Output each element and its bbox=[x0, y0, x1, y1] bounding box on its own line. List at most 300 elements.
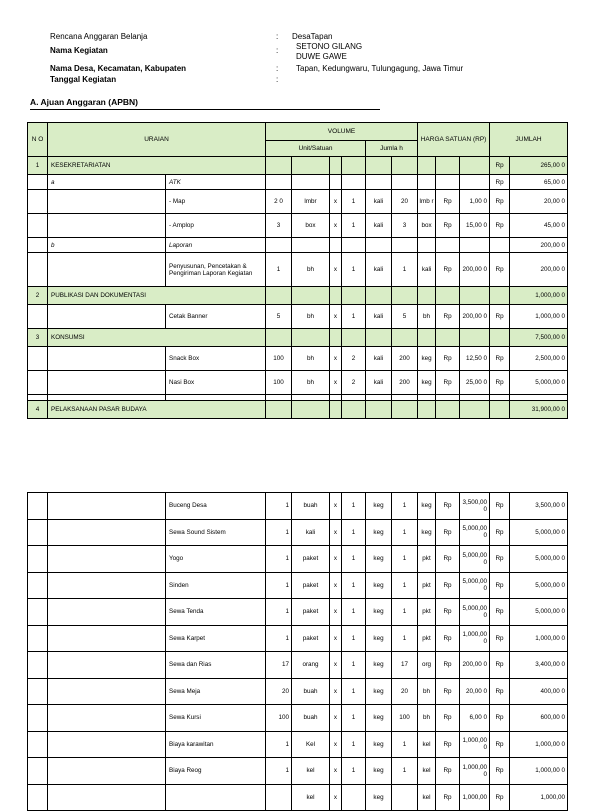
table-row bbox=[28, 347, 568, 371]
item-unit: paket bbox=[292, 546, 330, 573]
empty-cell bbox=[28, 625, 48, 652]
header-label-tanggal: Tanggal Kegiatan bbox=[50, 75, 117, 84]
item-unit2: bh bbox=[418, 705, 436, 732]
empty-cell bbox=[266, 238, 292, 253]
empty-cell bbox=[418, 329, 436, 347]
empty-cell bbox=[28, 758, 48, 785]
currency-label: Rp bbox=[490, 190, 510, 214]
table-row bbox=[28, 519, 568, 546]
item-kali: keg bbox=[366, 599, 392, 626]
empty-cell bbox=[28, 784, 48, 811]
empty-cell bbox=[436, 157, 460, 175]
item-unit2: box bbox=[418, 214, 436, 238]
item-unit2: org bbox=[418, 652, 436, 679]
item-qty: 1 bbox=[266, 758, 292, 785]
table-row bbox=[28, 253, 568, 287]
currency-label: Rp bbox=[490, 347, 510, 371]
item-qty: 1 bbox=[266, 519, 292, 546]
total-value: 1,000,00 0 bbox=[510, 287, 568, 305]
empty-cell bbox=[342, 401, 366, 419]
unit-price: 12,50 0 bbox=[460, 347, 490, 371]
empty-cell bbox=[366, 329, 392, 347]
item-jumlah: 200 bbox=[392, 347, 418, 371]
empty-cell bbox=[460, 401, 490, 419]
currency-label bbox=[490, 238, 510, 253]
item-name: Yogo bbox=[166, 546, 266, 573]
item-name: - Amplop bbox=[166, 214, 266, 238]
item-unit2: kel bbox=[418, 784, 436, 811]
total-value: 5,000,00 0 bbox=[510, 371, 568, 395]
col-header-jumlah-small: Jumla h bbox=[366, 141, 418, 157]
total-value: 1,000,00 0 bbox=[510, 758, 568, 785]
item-unit: paket bbox=[292, 625, 330, 652]
multiply-sign: x bbox=[330, 572, 342, 599]
item-unit: buah bbox=[292, 705, 330, 732]
item-kali: kali bbox=[366, 253, 392, 287]
multiply-sign: x bbox=[330, 678, 342, 705]
table-row bbox=[28, 190, 568, 214]
item-jumlah: 20 bbox=[392, 678, 418, 705]
item-unit2: keg bbox=[418, 347, 436, 371]
currency-label: Rp bbox=[436, 253, 460, 287]
group-row bbox=[28, 329, 568, 347]
currency-label: Rp bbox=[436, 493, 460, 520]
multiply-sign: x bbox=[330, 214, 342, 238]
empty-cell bbox=[28, 599, 48, 626]
empty-cell bbox=[266, 287, 292, 305]
currency-label bbox=[490, 401, 510, 419]
empty-cell bbox=[342, 329, 366, 347]
group-title: KONSUMSI bbox=[48, 329, 266, 347]
empty-cell bbox=[28, 371, 48, 395]
empty-cell bbox=[342, 175, 366, 190]
item-multiplier: 1 bbox=[342, 493, 366, 520]
item-unit2: kel bbox=[418, 758, 436, 785]
item-multiplier: 1 bbox=[342, 625, 366, 652]
total-value: 1,000,00 0 bbox=[510, 625, 568, 652]
empty-cell bbox=[48, 493, 166, 520]
empty-cell bbox=[342, 157, 366, 175]
currency-label: Rp bbox=[490, 214, 510, 238]
item-unit: buah bbox=[292, 493, 330, 520]
item-name: Nasi Box bbox=[166, 371, 266, 395]
group-row bbox=[28, 287, 568, 305]
item-unit: paket bbox=[292, 599, 330, 626]
currency-label: Rp bbox=[490, 731, 510, 758]
currency-label: Rp bbox=[490, 572, 510, 599]
col-header-jumlah: JUMLAH bbox=[490, 123, 568, 157]
empty-cell bbox=[48, 253, 166, 287]
item-multiplier: 1 bbox=[342, 572, 366, 599]
empty-cell bbox=[28, 731, 48, 758]
total-value: 45,00 0 bbox=[510, 214, 568, 238]
item-unit2: kali bbox=[418, 253, 436, 287]
unit-price: 1,000,00 0 bbox=[460, 758, 490, 785]
table-row bbox=[28, 371, 568, 395]
item-jumlah: 3 bbox=[392, 214, 418, 238]
currency-label: Rp bbox=[436, 190, 460, 214]
item-unit2: bh bbox=[418, 678, 436, 705]
group-title: PELAKSANAAN PASAR BUDAYA bbox=[48, 401, 266, 419]
item-jumlah bbox=[392, 784, 418, 811]
empty-cell bbox=[48, 784, 166, 811]
empty-cell bbox=[418, 157, 436, 175]
item-kali: keg bbox=[366, 625, 392, 652]
empty-cell bbox=[292, 287, 330, 305]
unit-price: 200,00 0 bbox=[460, 253, 490, 287]
sub-title: Laporan bbox=[166, 238, 266, 253]
unit-price: 200,00 0 bbox=[460, 652, 490, 679]
unit-price: 1,000,00 0 bbox=[460, 731, 490, 758]
currency-label: Rp bbox=[436, 572, 460, 599]
multiply-sign: x bbox=[330, 190, 342, 214]
section-title: A. Ajuan Anggaran (APBN) bbox=[30, 97, 138, 107]
item-qty: 1 bbox=[266, 625, 292, 652]
multiply-sign: x bbox=[330, 625, 342, 652]
empty-cell bbox=[28, 493, 48, 520]
table-row bbox=[28, 493, 568, 520]
unit-price: 5,000,00 0 bbox=[460, 546, 490, 573]
empty-cell bbox=[28, 705, 48, 732]
row-number: 2 bbox=[28, 287, 48, 305]
multiply-sign: x bbox=[330, 599, 342, 626]
item-name: Sewa Kursi bbox=[166, 705, 266, 732]
item-name: Sewa Karpet bbox=[166, 625, 266, 652]
empty-cell bbox=[28, 572, 48, 599]
empty-cell bbox=[436, 287, 460, 305]
item-multiplier: 1 bbox=[342, 546, 366, 573]
item-jumlah: 1 bbox=[392, 572, 418, 599]
item-qty: 2 0 bbox=[266, 190, 292, 214]
item-name: Snack Box bbox=[166, 347, 266, 371]
item-unit: kel bbox=[292, 784, 330, 811]
item-kali: kali bbox=[366, 214, 392, 238]
total-value: 5,000,00 0 bbox=[510, 519, 568, 546]
total-value: 600,00 0 bbox=[510, 705, 568, 732]
currency-label: Rp bbox=[436, 599, 460, 626]
unit-price: 25,00 0 bbox=[460, 371, 490, 395]
empty-cell bbox=[48, 214, 166, 238]
item-unit: lmbr bbox=[292, 190, 330, 214]
currency-label: Rp bbox=[436, 347, 460, 371]
empty-cell bbox=[330, 175, 342, 190]
currency-label: Rp bbox=[436, 758, 460, 785]
empty-cell bbox=[330, 157, 342, 175]
item-name: - Map bbox=[166, 190, 266, 214]
total-value: 20,00 0 bbox=[510, 190, 568, 214]
item-name: Cetak Banner bbox=[166, 305, 266, 329]
multiply-sign: x bbox=[330, 705, 342, 732]
header-colon: : bbox=[276, 64, 279, 73]
item-multiplier: 1 bbox=[342, 253, 366, 287]
total-value: 2,500,00 0 bbox=[510, 347, 568, 371]
item-jumlah: 17 bbox=[392, 652, 418, 679]
item-kali: kali bbox=[366, 305, 392, 329]
empty-cell bbox=[48, 305, 166, 329]
total-value: 1,000,00 0 bbox=[510, 305, 568, 329]
empty-cell bbox=[28, 190, 48, 214]
table-row bbox=[28, 625, 568, 652]
item-multiplier: 1 bbox=[342, 652, 366, 679]
item-unit: bh bbox=[292, 347, 330, 371]
multiply-sign: x bbox=[330, 731, 342, 758]
item-jumlah: 1 bbox=[392, 253, 418, 287]
empty-cell bbox=[28, 652, 48, 679]
item-unit: buah bbox=[292, 678, 330, 705]
col-header-harga: HARGA SATUAN (RP) bbox=[418, 123, 490, 157]
item-jumlah: 5 bbox=[392, 305, 418, 329]
multiply-sign: x bbox=[330, 253, 342, 287]
subgroup-row bbox=[28, 238, 568, 253]
currency-label: Rp bbox=[490, 253, 510, 287]
currency-label: Rp bbox=[490, 546, 510, 573]
item-unit2: lmb r bbox=[418, 190, 436, 214]
item-kali: keg bbox=[366, 493, 392, 520]
item-jumlah: 1 bbox=[392, 493, 418, 520]
empty-cell bbox=[28, 546, 48, 573]
empty-cell bbox=[266, 401, 292, 419]
empty-cell bbox=[48, 678, 166, 705]
item-jumlah: 200 bbox=[392, 371, 418, 395]
currency-label: Rp bbox=[436, 625, 460, 652]
table-row bbox=[28, 546, 568, 573]
empty-cell bbox=[28, 519, 48, 546]
currency-label: Rp bbox=[490, 678, 510, 705]
total-value: 1,000,00 0 bbox=[510, 731, 568, 758]
unit-price: 1,00 0 bbox=[460, 190, 490, 214]
item-jumlah: 1 bbox=[392, 519, 418, 546]
item-multiplier: 1 bbox=[342, 519, 366, 546]
item-jumlah: 1 bbox=[392, 758, 418, 785]
empty-cell bbox=[460, 238, 490, 253]
item-multiplier: 1 bbox=[342, 731, 366, 758]
total-value: 31,900,00 0 bbox=[510, 401, 568, 419]
item-name: Sinden bbox=[166, 572, 266, 599]
col-header-volume: VOLUME bbox=[266, 123, 418, 141]
multiply-sign: x bbox=[330, 784, 342, 811]
item-qty: 1 bbox=[266, 546, 292, 573]
empty-cell bbox=[392, 329, 418, 347]
item-kali: keg bbox=[366, 652, 392, 679]
empty-cell bbox=[392, 175, 418, 190]
empty-cell bbox=[392, 401, 418, 419]
empty-cell bbox=[392, 157, 418, 175]
currency-label: Rp bbox=[490, 758, 510, 785]
item-unit2: keg bbox=[418, 493, 436, 520]
item-qty: 100 bbox=[266, 705, 292, 732]
empty-cell bbox=[48, 731, 166, 758]
currency-label: Rp bbox=[490, 157, 510, 175]
subgroup-row bbox=[28, 175, 568, 190]
item-unit: bh bbox=[292, 371, 330, 395]
currency-label: Rp bbox=[490, 493, 510, 520]
total-value: 65,00 0 bbox=[510, 175, 568, 190]
item-unit2: bh bbox=[418, 305, 436, 329]
item-unit2: pkt bbox=[418, 572, 436, 599]
item-unit: kali bbox=[292, 519, 330, 546]
empty-cell bbox=[28, 214, 48, 238]
currency-label: Rp bbox=[436, 371, 460, 395]
header-value-kegiatan: SETONO GILANG DUWE GAWE bbox=[296, 42, 363, 61]
item-jumlah: 1 bbox=[392, 731, 418, 758]
total-value: 5,000,00 0 bbox=[510, 546, 568, 573]
empty-cell bbox=[330, 329, 342, 347]
empty-cell bbox=[292, 401, 330, 419]
empty-cell bbox=[392, 238, 418, 253]
total-value: 3,400,00 0 bbox=[510, 652, 568, 679]
header-label-kegiatan: Nama Kegiatan bbox=[50, 46, 108, 55]
table-row bbox=[28, 705, 568, 732]
currency-label: Rp bbox=[436, 546, 460, 573]
empty-cell bbox=[292, 329, 330, 347]
empty-cell bbox=[48, 546, 166, 573]
item-qty: 20 bbox=[266, 678, 292, 705]
unit-price: 15,00 0 bbox=[460, 214, 490, 238]
item-qty bbox=[266, 784, 292, 811]
item-jumlah: 1 bbox=[392, 599, 418, 626]
table-row bbox=[28, 784, 568, 811]
multiply-sign: x bbox=[330, 371, 342, 395]
empty-cell bbox=[392, 287, 418, 305]
empty-cell bbox=[418, 401, 436, 419]
group-title: PUBLIKASI DAN DOKUMENTASI bbox=[48, 287, 266, 305]
item-multiplier: 1 bbox=[342, 305, 366, 329]
empty-cell bbox=[292, 175, 330, 190]
item-name: Buceng Desa bbox=[166, 493, 266, 520]
empty-cell bbox=[48, 599, 166, 626]
empty-cell bbox=[28, 347, 48, 371]
empty-cell bbox=[48, 371, 166, 395]
budget-table-lower bbox=[27, 492, 568, 811]
total-value: 265,00 0 bbox=[510, 157, 568, 175]
item-unit2: pkt bbox=[418, 625, 436, 652]
row-number: 1 bbox=[28, 157, 48, 175]
multiply-sign: x bbox=[330, 519, 342, 546]
unit-price: 1,000,00 0 bbox=[460, 625, 490, 652]
item-multiplier: 1 bbox=[342, 678, 366, 705]
item-multiplier: 1 bbox=[342, 705, 366, 732]
item-unit: bh bbox=[292, 253, 330, 287]
multiply-sign: x bbox=[330, 493, 342, 520]
item-multiplier: 1 bbox=[342, 758, 366, 785]
unit-price: 5,000,00 0 bbox=[460, 519, 490, 546]
empty-cell bbox=[460, 287, 490, 305]
empty-cell bbox=[48, 625, 166, 652]
table-row bbox=[28, 214, 568, 238]
item-name: Sewa dan Rias bbox=[166, 652, 266, 679]
header-label-desa: Nama Desa, Kecamatan, Kabupaten bbox=[50, 64, 187, 73]
table-row bbox=[28, 599, 568, 626]
header-colon: : bbox=[276, 75, 279, 84]
empty-cell bbox=[418, 175, 436, 190]
total-value: 5,000,00 0 bbox=[510, 572, 568, 599]
row-number: 4 bbox=[28, 401, 48, 419]
empty-cell bbox=[28, 253, 48, 287]
empty-cell bbox=[48, 572, 166, 599]
empty-cell bbox=[460, 329, 490, 347]
empty-cell bbox=[48, 652, 166, 679]
sub-letter: a bbox=[48, 175, 166, 190]
item-multiplier: 1 bbox=[342, 214, 366, 238]
empty-cell bbox=[436, 175, 460, 190]
item-qty: 1 bbox=[266, 253, 292, 287]
item-unit2: kel bbox=[418, 731, 436, 758]
item-unit2: keg bbox=[418, 371, 436, 395]
empty-cell bbox=[366, 238, 392, 253]
item-unit: Kel bbox=[292, 731, 330, 758]
multiply-sign: x bbox=[330, 652, 342, 679]
header-colon: : bbox=[276, 46, 279, 55]
item-qty: 1 bbox=[266, 493, 292, 520]
currency-label: Rp bbox=[436, 519, 460, 546]
item-kali: keg bbox=[366, 731, 392, 758]
item-kali: keg bbox=[366, 519, 392, 546]
empty-cell bbox=[48, 758, 166, 785]
empty-cell bbox=[48, 347, 166, 371]
header-colon: : bbox=[276, 32, 279, 41]
currency-label bbox=[490, 329, 510, 347]
empty-cell bbox=[48, 705, 166, 732]
item-multiplier: 1 bbox=[342, 599, 366, 626]
total-value: 400,00 0 bbox=[510, 678, 568, 705]
currency-label: Rp bbox=[490, 599, 510, 626]
empty-cell bbox=[266, 157, 292, 175]
multiply-sign: x bbox=[330, 347, 342, 371]
unit-price: 5,000,00 0 bbox=[460, 599, 490, 626]
group-row bbox=[28, 157, 568, 175]
currency-label: Rp bbox=[490, 175, 510, 190]
currency-label: Rp bbox=[436, 305, 460, 329]
empty-cell bbox=[48, 190, 166, 214]
table-row bbox=[28, 678, 568, 705]
empty-cell bbox=[436, 401, 460, 419]
empty-cell bbox=[342, 287, 366, 305]
item-name bbox=[166, 784, 266, 811]
item-unit: bh bbox=[292, 305, 330, 329]
item-jumlah: 100 bbox=[392, 705, 418, 732]
item-jumlah: 1 bbox=[392, 625, 418, 652]
empty-cell bbox=[418, 238, 436, 253]
item-jumlah: 1 bbox=[392, 546, 418, 573]
item-multiplier: 2 bbox=[342, 371, 366, 395]
item-kali: keg bbox=[366, 572, 392, 599]
multiply-sign: x bbox=[330, 305, 342, 329]
col-header-uraian: URAIAN bbox=[48, 123, 266, 157]
total-value: 200,00 0 bbox=[510, 253, 568, 287]
item-unit: paket bbox=[292, 572, 330, 599]
item-unit2: pkt bbox=[418, 599, 436, 626]
currency-label: Rp bbox=[436, 214, 460, 238]
empty-cell bbox=[28, 175, 48, 190]
item-unit: kel bbox=[292, 758, 330, 785]
empty-cell bbox=[460, 175, 490, 190]
item-name: Biaya karawitan bbox=[166, 731, 266, 758]
currency-label: Rp bbox=[490, 705, 510, 732]
currency-label: Rp bbox=[436, 731, 460, 758]
empty-cell bbox=[366, 175, 392, 190]
header-label-rab: Rencana Anggaran Belanja bbox=[50, 32, 148, 41]
empty-cell bbox=[460, 157, 490, 175]
empty-cell bbox=[292, 157, 330, 175]
item-kali: keg bbox=[366, 784, 392, 811]
currency-label: Rp bbox=[490, 371, 510, 395]
empty-cell bbox=[48, 519, 166, 546]
empty-cell bbox=[330, 401, 342, 419]
item-qty: 1 bbox=[266, 731, 292, 758]
unit-price: 1,000,00 bbox=[460, 784, 490, 811]
item-multiplier: 1 bbox=[342, 190, 366, 214]
col-header-unit-satuan: Unit/Satuan bbox=[266, 141, 366, 157]
